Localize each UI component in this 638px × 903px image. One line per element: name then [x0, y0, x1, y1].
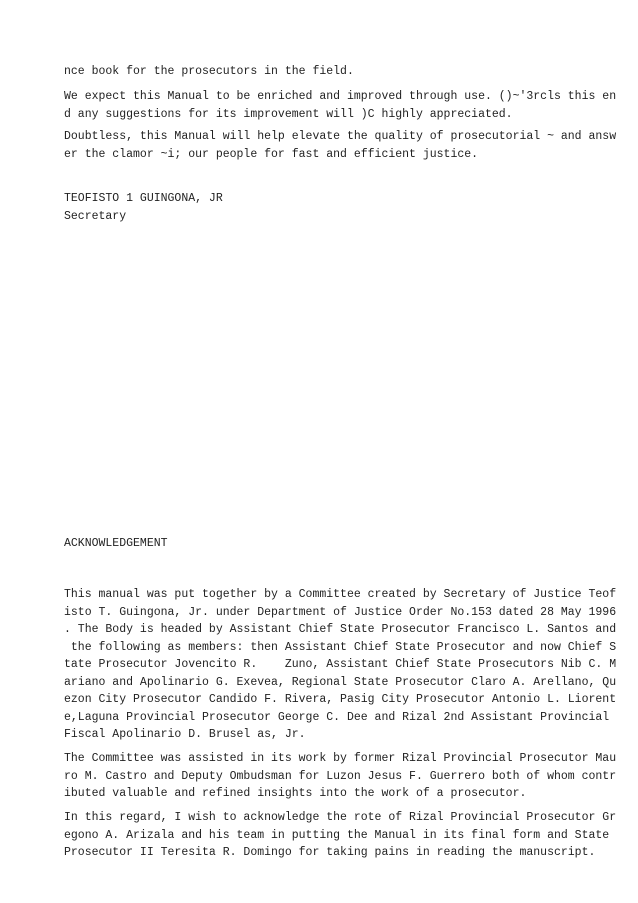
ack-para2-line: ro M. Castro and Deputy Ombudsman for Luzon Jesus F. Guerrero both of whom contr [64, 769, 617, 783]
intro-para3-line: Doubtless, this Manual will help elevate the quality of prosecutorial ~ and answ [64, 130, 617, 143]
intro-para3-line: er the clamor ~i; our people for fast and efficient justice. [64, 147, 479, 161]
intro-para2-line: d any suggestions for its improvement will )C highly appreciated. [64, 107, 513, 121]
ack-para1-line: tate Prosecutor Jovencito R. Zuno, Assistant Chief State Prosecutors Nib C. M [64, 658, 617, 671]
ack-para3-line: In this regard, I wish to acknowledge the rote of Rizal Provincial Prosecutor Gr [64, 811, 617, 824]
ack-para3-line: egono A. Arizala and his team in putting the Manual in its final form and State [64, 828, 610, 842]
intro-line: nce book for the prosecutors in the field. [64, 65, 354, 78]
signatory-name: TEOFISTO 1 GUINGONA, JR [64, 192, 223, 205]
ack-para1-line: ariano and Apolinario G. Exevea, Regional State Prosecutor Claro A. Arellano, Qu [64, 675, 617, 689]
intro-para2-line: We expect this Manual to be enriched and improved through use. ()~'3rcls this en [64, 90, 617, 103]
ack-para1-line: the following as members: then Assistant Chief State Prosecutor and now Chief S [64, 640, 617, 654]
ack-para1-line: isto T. Guingona, Jr. under Department of Justice Order No.153 dated 28 May 1996 [64, 605, 617, 619]
signatory-title: Secretary [64, 209, 127, 223]
ack-para2-line: ibuted valuable and refined insights into the work of a prosecutor. [64, 787, 527, 800]
ack-para3-line: Prosecutor II Teresita R. Domingo for taking pains in reading the manuscript. [64, 846, 596, 859]
ack-para1-line: Fiscal Apolinario D. Brusel as, Jr. [64, 728, 306, 741]
ack-para1-line: ezon City Prosecutor Candido F. Rivera, Pasig City Prosecutor Antonio L. Liorent [64, 693, 617, 706]
ack-para1-line: This manual was put together by a Committee created by Secretary of Justice Teof [64, 588, 617, 601]
ack-para2-line: The Committee was assisted in its work by former Rizal Provincial Prosecutor Mau [64, 752, 617, 765]
ack-para1-line: e,Laguna Provincial Prosecutor George C. Dee and Rizal 2nd Assistant Provincial [64, 710, 610, 724]
ack-para1-line: . The Body is headed by Assistant Chief State Prosecutor Francisco L. Santos and [64, 623, 617, 636]
acknowledgement-heading: ACKNOWLEDGEMENT [64, 537, 168, 550]
